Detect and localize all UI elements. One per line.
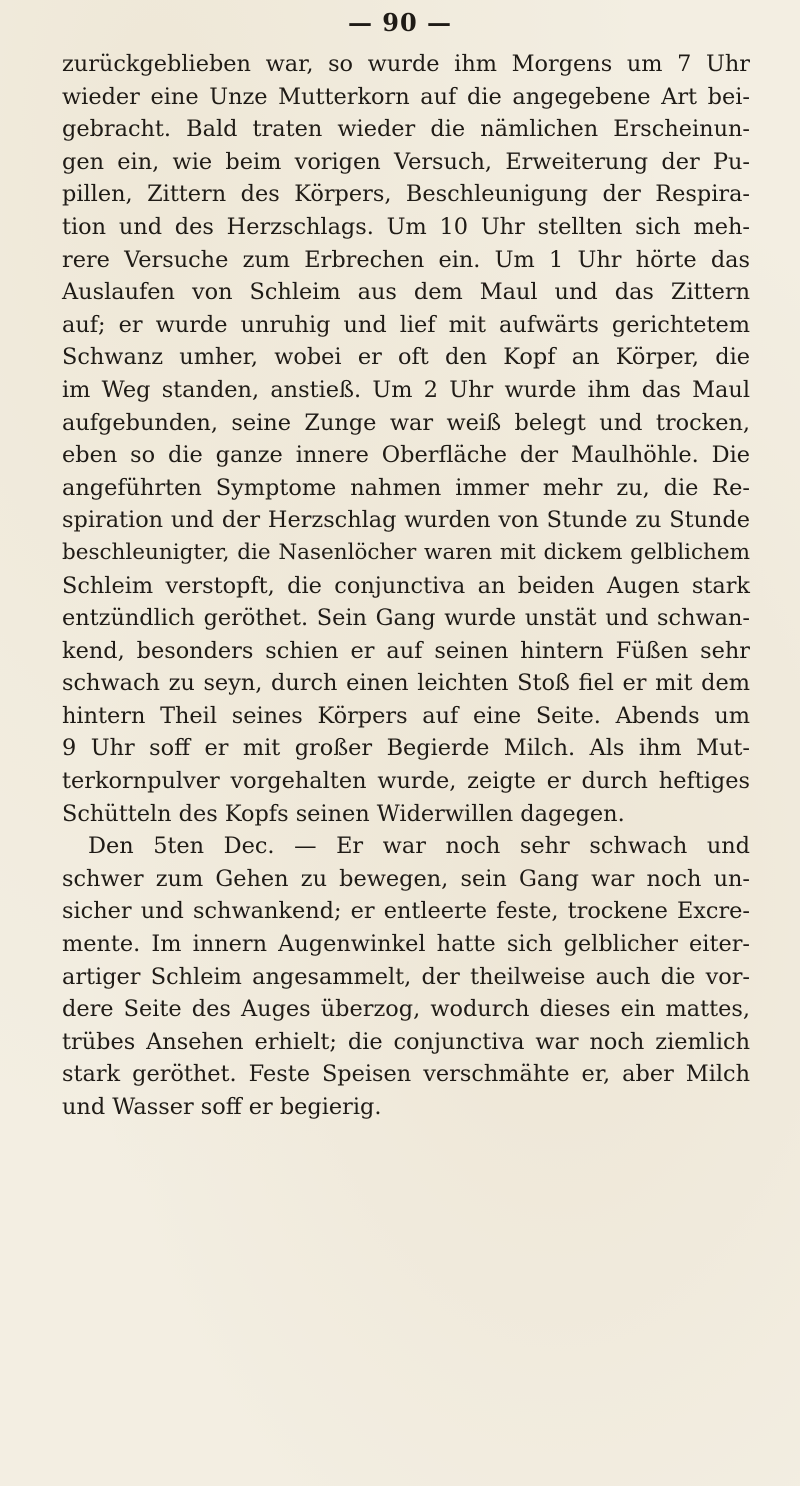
text-line: zurückgeblieben war, so wurde ihm Morgens um 7 Uhr [62,51,750,77]
text-line: gebracht. Bald traten wieder die nämlichen Erscheinun- [62,116,750,143]
text-line: stark geröthet. Feste Speisen verschmähte er, aber Milch [62,1061,750,1088]
text-line: beschleunigter, die Nasenlöcher waren mit dickem gelblichem [62,539,750,565]
page-number: — 90 — [347,8,453,37]
text-line: dere Seite des Auges überzog, wodurch dieses ein mattes, [62,996,750,1023]
text-line: schwer zum Gehen zu bewegen, sein Gang war noch un- [62,865,750,892]
text-line: rere Versuche zum Erbrechen ein. Um 1 Uhr hörte das [62,246,750,273]
text-line: trübes Ansehen erhielt; die conjunctiva war noch ziemlich [62,1028,750,1055]
text-line: entzündlich geröthet. Sein Gang wurde unstät und schwan- [62,605,750,632]
text-line: aufgebunden, seine Zunge war weiß belegt und trocken, [62,409,750,436]
text-line: hintern Theil seines Körpers auf eine Seite. Abends um [62,702,750,729]
text-line: terkornpulver vorgehalten wurde, zeigte er durch heftiges [62,768,750,795]
text-line: auf; er wurde unruhig und lief mit aufwärts gerichtetem [62,311,750,338]
text-line: wieder eine Unze Mutterkorn auf die angegebene Art bei- [62,83,750,110]
text-line: gen ein, wie beim vorigen Versuch, Erweiterung der Pu- [62,148,750,175]
body-text [62,48,750,1124]
text-line: 9 Uhr soff er mit großer Begierde Milch. Als ihm Mut- [62,735,750,762]
text-line: sicher und schwankend; er entleerte feste, trockene Excre- [62,898,750,925]
text-line: Schütteln des Kopfs seinen Widerwillen dagegen. [62,800,625,827]
text-line: schwach zu seyn, durch einen leichten Stoß fiel er mit dem [62,670,750,697]
text-line: Schwanz umher, wobei er oft den Kopf an Körper, die [62,344,750,371]
text-line: Schleim verstopft, die conjunctiva an beiden Augen stark [62,572,750,599]
text-line: Auslaufen von Schleim aus dem Maul und das Zittern [62,279,750,306]
text-line: pillen, Zittern des Körpers, Beschleunigung der Respira- [62,181,750,208]
text-line: mente. Im innern Augenwinkel hatte sich gelblicher eiter- [62,931,750,958]
text-line: kend, besonders schien er auf seinen hintern Füßen sehr [62,637,750,664]
text-line: Den 5ten Dec. — Er war noch sehr schwach und [88,833,750,860]
text-line: artiger Schleim angesammelt, der theilweise auch die vor- [62,963,750,990]
text-line: im Weg standen, anstieß. Um 2 Uhr wurde ihm das Maul [62,376,750,403]
text-line: und Wasser soff er begierig. [62,1094,382,1120]
text-line: spiration und der Herzschlag wurden von Stunde zu Stunde [62,507,750,534]
text-line: angeführten Symptome nahmen immer mehr zu, die Re- [62,474,750,501]
text-line: tion und des Herzschlags. Um 10 Uhr stellten sich meh- [62,213,750,240]
text-line: eben so die ganze innere Oberfläche der Maulhöhle. Die [62,442,750,469]
